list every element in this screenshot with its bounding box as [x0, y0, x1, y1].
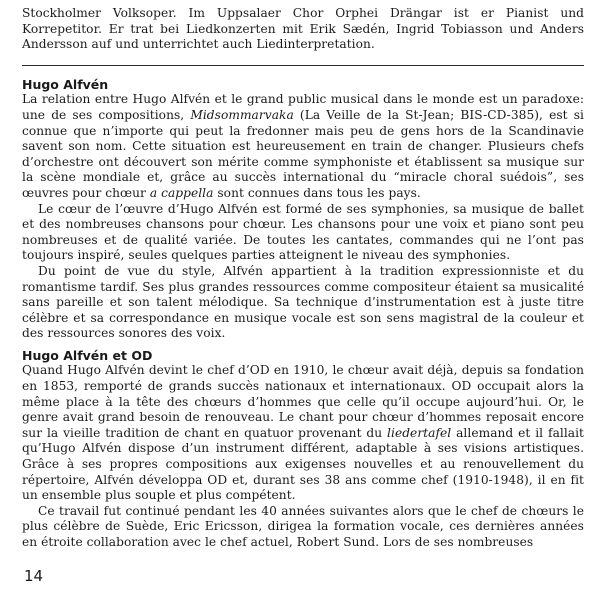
text-run: allemand et il fallait qu’Hugo Alfvén dispose d’un instrument différent, adaptable à ses visions artistiques. Grâce à ses propres compositions aux exigenses nouvelles et au renouvellement du répertoire, Alfvén développa OD et, durant ses 38 ans comme chef (1910-1948), il en fit un ensemble plus souple et plus compétent.: [22, 425, 584, 503]
paragraph-style: Du point de vue du style, Alfvén appartient à la tradition expressionniste et du romantisme tardif. Ses plus grandes ressources comme compositeur étaient sa musicalité sans pareille et son talent mélodique. Sa technique d’instrumentation est à juste titre célèbre et sa correspondance en musique vocale est son sens magistral de la couleur et des ressources sonores des voix.: [22, 263, 584, 341]
paragraph-relation: [22, 92, 584, 201]
italic-title-midsommarvaka: Midsommarvaka: [190, 107, 294, 122]
italic-liedertafel: liedertafel: [387, 425, 452, 440]
text-run: La relation entre Hugo Alfvén et le grand public musical dans le monde est un paradoxe: une de ses compositions,: [22, 92, 584, 122]
section-divider: [22, 65, 584, 66]
text-run: sont connues dans tous les pays.: [213, 185, 421, 200]
paragraph-oeuvre: Le cœur de l’œuvre d’Hugo Alfvén est formé de ses symphonies, sa musique de ballet et des nombreuses chansons pour chœur. Les chansons pour une voix et piano sont peu nombreuses et de qualité variée. De toutes les cantates, commandes qui ne l’ont pas toujours inspiré, seules quelques parties atteignent le niveau des symphonies.: [22, 201, 584, 263]
section-heading-hugo-alfven: Hugo Alfvén: [22, 76, 109, 92]
italic-a-cappella: a cappella: [149, 185, 214, 200]
text-run: Quand Hugo Alfvén devint le chef d’OD en 1910, le chœur avait déjà, depuis sa fondation en 1853, remporté de grands succès nationaux et internationaux. OD occupait alors la même place à la tête des chœurs d’hommes que celle qu’il occupe aujourd’hui. Or, le genre avait grand besoin de renouveau. Le chant pour chœur d’hommes reposait encore sur la vieille tradition de chant en quatuor provenant du: [22, 363, 584, 440]
section-heading-alfven-et-od: Hugo Alfvén et OD: [22, 347, 153, 363]
text-run: (La Veille de la St-Jean; BIS-CD-385), est si connue que n’importe qui peut la fredonner mais peu de gens hors de la Scandinavie savent son nom. Cette situation est heureusement en train de changer. Plusieurs chefs d’orchestre ont découvert son mérite comme symphoniste et établissent sa musique sur la scène mondiale et, grâce au succès international du “miracle choral suédois”, ses œuvres pour chœur: [22, 107, 584, 200]
intro-paragraph: Stockholmer Volksoper. Im Uppsalaer Chor Orphei Drängar ist er Pianist und Korrepetitor. Er trat bei Liedkonzerten mit Erik Sædén, Ingrid Tobiasson und Anders Andersson auf und unterrichtet auch Liedinterpretation.: [22, 6, 584, 52]
paragraph-travail-continue: Ce travail fut continué pendant les 40 années suivantes alors que le chef de chœurs le plus célèbre de Suède, Eric Ericsson, dirigea la formation vocale, ces dernières années en étroite collaboration avec le chef actuel, Robert Sund. Lors de ses nombreuses: [22, 503, 584, 549]
paragraph-chef-od: [22, 363, 584, 503]
page-number: 14: [24, 567, 44, 585]
document-page: [22, 6, 584, 551]
